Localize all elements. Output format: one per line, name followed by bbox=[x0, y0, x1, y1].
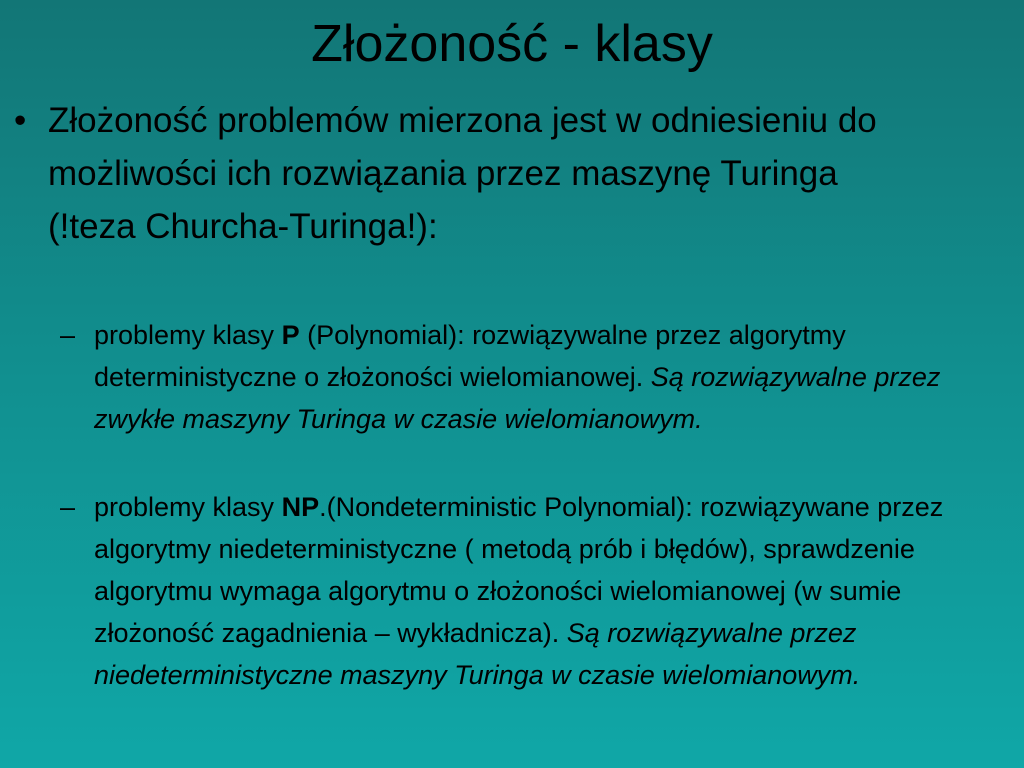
sub-bullet-description: (Polynomial): rozwiązywalne przez algorytmy deterministyczne o złożoności wielomianowej. bbox=[94, 320, 846, 392]
class-name-p: P bbox=[281, 320, 300, 350]
slide-title: Złożoność - klasy bbox=[311, 15, 713, 73]
sub-bullet-italic-note: Są rozwiązywalne przez zwykłe maszyny Turinga w czasie wielomianowym. bbox=[94, 362, 941, 434]
sub-bullet-prefix: problemy klasy bbox=[94, 492, 282, 522]
sub-bullet-description: .(Nondeterministic Polynomial): rozwiązywane przez algorytmy niedeterministyczne ( metodą prób i błędów), sprawdzenie algorytmu wymaga algorytmu o złożoności wielomianowej (w sumie złożoność zagadnienia – wykładnicza). bbox=[94, 492, 944, 648]
sub-bullet-text bbox=[94, 314, 1009, 440]
dash-marker: – bbox=[60, 320, 76, 350]
dash-marker: – bbox=[60, 492, 76, 522]
main-bullet-text: Złożoność problemów mierzona jest w odniesieniu do możliwości ich rozwiązania przez maszynę Turinga (!teza Churcha-Turinga!): bbox=[48, 101, 877, 246]
class-name-np: NP bbox=[281, 492, 320, 522]
sub-bullet-italic-note: Są rozwiązywalne przez niedeterministyczne maszyny Turinga w czasie wielomianowym. bbox=[94, 618, 861, 690]
bullet-marker: • bbox=[14, 101, 27, 140]
sub-bullet-text bbox=[94, 486, 1009, 696]
sub-bullet-prefix: problemy klasy bbox=[94, 320, 282, 350]
